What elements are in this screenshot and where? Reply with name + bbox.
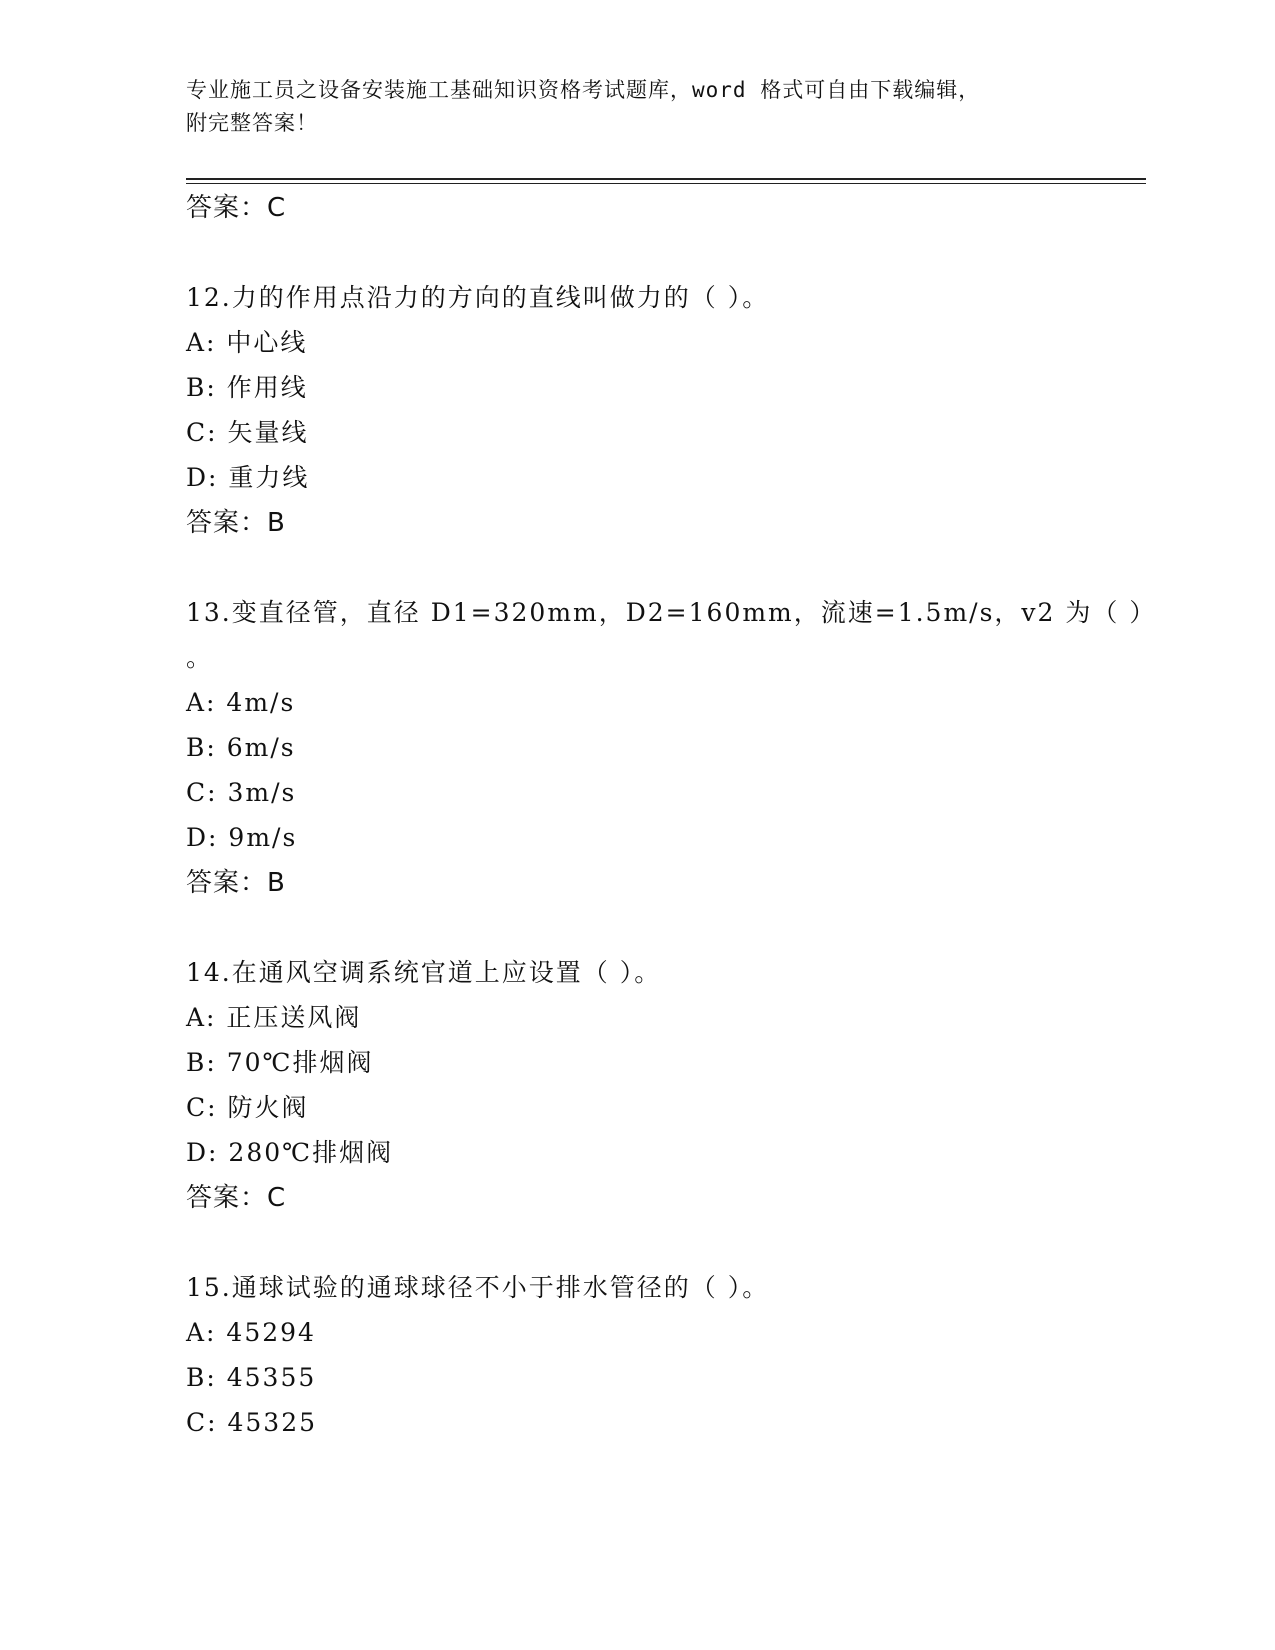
document-header <box>186 74 1066 140</box>
question-14-option-a: A: 正压送风阀 <box>186 1003 362 1032</box>
question-15-option-c: C: 45325 <box>186 1408 318 1437</box>
question-14-option-b: B: 70℃排烟阀 <box>186 1048 374 1077</box>
header-intro-line-1: 专业施工员之设备安装施工基础知识资格考试题库，word 格式可自由下载编辑， <box>186 78 981 102</box>
question-12-option-b: B: 作用线 <box>186 373 308 402</box>
question-14-stem: 14.在通风空调系统官道上应设置（ ）。 <box>186 958 662 987</box>
header-intro-line-2: 附完整答案！ <box>186 111 318 135</box>
question-12-option-d: D: 重力线 <box>186 463 310 492</box>
question-13-option-c: C: 3m/s <box>186 778 297 807</box>
question-13-option-a: A: 4m/s <box>186 688 296 717</box>
previous-answer: 答案：C <box>186 193 287 223</box>
question-13-stem-continued: 。 <box>186 643 214 672</box>
question-14-answer: 答案：C <box>186 1183 287 1213</box>
question-15-option-a: A: 45294 <box>186 1318 316 1347</box>
question-13-stem: 13.变直径管，直径 D1=320mm，D2=160mm，流速=1.5m/s，v2 为（ ） <box>186 598 1157 627</box>
header-divider-thick <box>186 178 1146 180</box>
question-14-option-d: D: 280℃排烟阀 <box>186 1138 394 1167</box>
question-13-option-d: D: 9m/s <box>186 823 298 852</box>
question-12-stem: 12.力的作用点沿力的方向的直线叫做力的（ ）。 <box>186 283 770 312</box>
question-15-option-b: B: 45355 <box>186 1363 317 1392</box>
question-12-option-a: A: 中心线 <box>186 328 308 357</box>
question-15-stem: 15.通球试验的通球球径不小于排水管径的（ ）。 <box>186 1273 770 1302</box>
question-12-option-c: C: 矢量线 <box>186 418 309 447</box>
question-13-answer: 答案：B <box>186 868 286 898</box>
question-13-option-b: B: 6m/s <box>186 733 296 762</box>
header-divider-thin <box>186 183 1146 184</box>
question-14-option-c: C: 防火阀 <box>186 1093 309 1122</box>
question-12-answer: 答案：B <box>186 508 286 538</box>
